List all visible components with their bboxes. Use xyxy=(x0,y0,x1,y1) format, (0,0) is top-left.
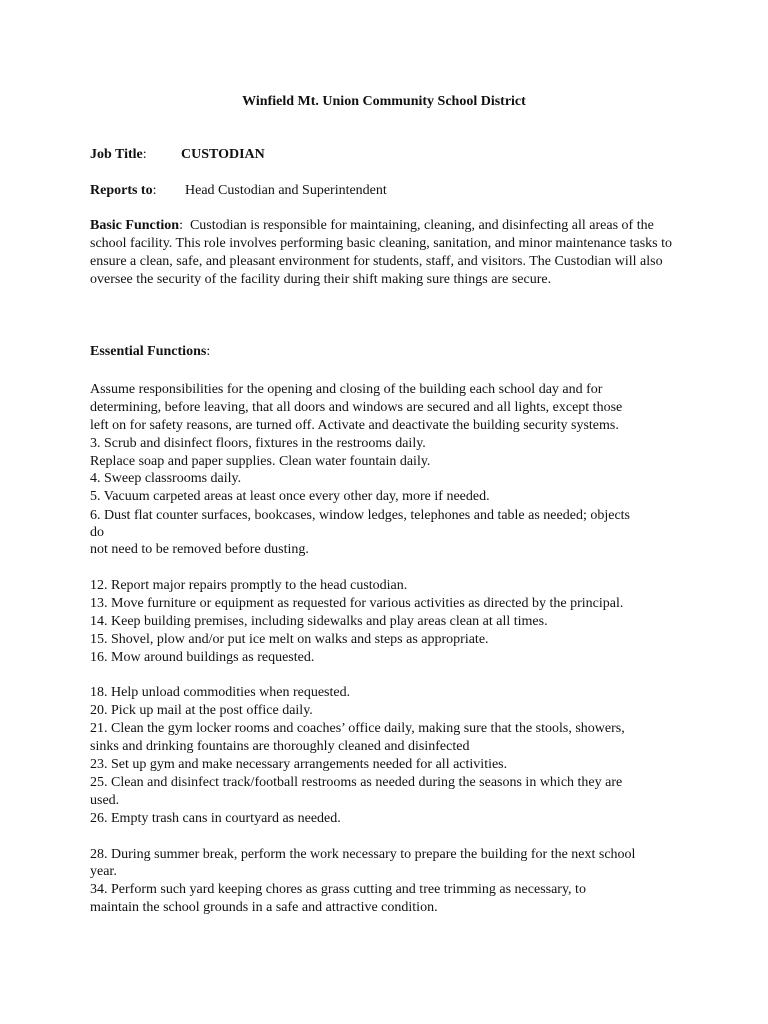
district-name: Winfield Mt. Union Community School District xyxy=(242,94,526,109)
duty-line: 13. Move furniture or equipment as requested for various activities as directed by the principal. xyxy=(90,596,624,611)
duty-line: 20. Pick up mail at the post office daily. xyxy=(90,703,313,718)
essential-functions-heading xyxy=(90,342,210,362)
reports-to-colon: : xyxy=(152,183,157,198)
duty-line: do xyxy=(90,525,104,540)
basic-function-paragraph xyxy=(90,217,690,289)
basic-function-text: Custodian is responsible for maintaining, cleaning, and disinfecting all areas of the school facility. This role involves performing basic cleaning, sanitation, and minor maintenance tasks to ensure a clean, safe, and pleasant environment for students, staff, and visitors. The Custodian will also oversee the security of the facility during their shift making sure things are secure. xyxy=(90,218,673,287)
basic-function-colon: : xyxy=(179,218,183,233)
duty-line: 25. Clean and disinfect track/football restrooms as needed during the seasons in which they are xyxy=(90,775,623,790)
document-page xyxy=(90,0,690,1024)
duty-line: 3. Scrub and disinfect floors, fixtures in the restrooms daily. xyxy=(90,436,426,451)
duty-line: 26. Empty trash cans in courtyard as needed. xyxy=(90,811,341,826)
duty-line: 12. Report major repairs promptly to the head custodian. xyxy=(90,578,408,593)
essential-functions-colon: : xyxy=(206,344,211,359)
duty-line: 15. Shovel, plow and/or put ice melt on walks and steps as appropriate. xyxy=(90,632,489,647)
duty-line: determining, before leaving, that all doors and windows are secured and all lights, except those xyxy=(90,400,623,415)
job-title-value: CUSTODIAN xyxy=(181,147,265,162)
duty-line: 5. Vacuum carpeted areas at least once every other day, more if needed. xyxy=(90,489,490,504)
reports-to-value: Head Custodian and Superintendent xyxy=(185,183,387,198)
duty-line: 28. During summer break, perform the work necessary to prepare the building for the next school xyxy=(90,847,636,862)
duty-line: 16. Mow around buildings as requested. xyxy=(90,650,315,665)
duty-line: not need to be removed before dusting. xyxy=(90,542,309,557)
job-title-label: Job Title xyxy=(90,147,143,162)
duty-line: Replace soap and paper supplies. Clean water fountain daily. xyxy=(90,454,431,469)
duty-line: 4. Sweep classrooms daily. xyxy=(90,471,242,486)
job-title-row xyxy=(90,145,265,165)
essential-functions-label: Essential Functions xyxy=(90,344,207,359)
duty-line: left on for safety reasons, are turned off. Activate and deactivate the building security systems. xyxy=(90,418,619,433)
duty-line: 6. Dust flat counter surfaces, bookcases, window ledges, telephones and table as needed; objects xyxy=(90,508,630,523)
duty-line: sinks and drinking fountains are thoroughly cleaned and disinfected xyxy=(90,739,470,754)
job-title-colon: : xyxy=(142,147,147,162)
duty-line: year. xyxy=(90,864,117,879)
reports-to-label: Reports to xyxy=(90,183,153,198)
duty-line: used. xyxy=(90,793,120,808)
duty-line: 21. Clean the gym locker rooms and coaches’ office daily, making sure that the stools, showers, xyxy=(90,721,625,736)
duty-line: 34. Perform such yard keeping chores as grass cutting and tree trimming as necessary, to xyxy=(90,882,586,897)
duty-line: 14. Keep building premises, including sidewalks and play areas clean at all times. xyxy=(90,614,548,629)
duty-line: 23. Set up gym and make necessary arrangements needed for all activities. xyxy=(90,757,508,772)
duty-line: maintain the school grounds in a safe and attractive condition. xyxy=(90,900,438,915)
duty-line: 18. Help unload commodities when requested. xyxy=(90,685,351,700)
basic-function-label: Basic Function xyxy=(90,218,180,233)
reports-to-row xyxy=(90,181,387,201)
duty-line: Assume responsibilities for the opening and closing of the building each school day and for xyxy=(90,382,603,397)
